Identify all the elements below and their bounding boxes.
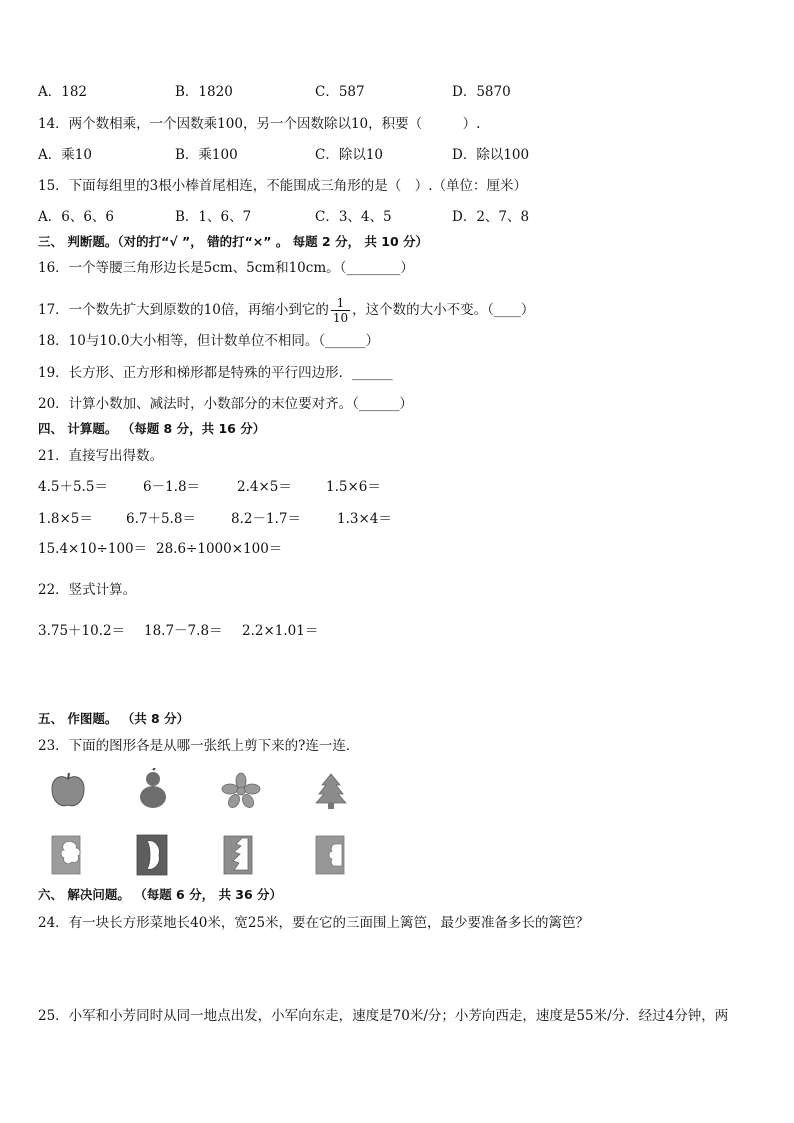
- q15-option-d: D．2、7、8: [452, 209, 530, 225]
- q13-option-c: C．587: [315, 84, 365, 100]
- q13-option-d: D．5870: [452, 84, 511, 100]
- q21-title: 21．直接写出得数。: [38, 448, 164, 464]
- paper-sheet-c-icon: [222, 834, 256, 876]
- q21-item: 28.6÷1000×100＝: [156, 541, 283, 557]
- q14-text: 14．两个数相乘，一个因数乘100，另一个因数除以10，积要（ ）.: [38, 116, 481, 132]
- q24-text: 24．有一块长方形菜地长40米，宽25米，要在它的三面围上篱笆，最少要准备多长的篱笆？: [38, 915, 590, 931]
- q15-text: 15．下面每组里的3根小棒首尾相连，不能围成三角形的是（ ）.（单位：厘米）: [38, 178, 528, 194]
- section4-heading: 四、 计算题。 （每题 8 分，共 16 分）: [38, 421, 266, 436]
- q19-text: 19．长方形、正方形和梯形都是特殊的平行四边形．______: [38, 365, 393, 381]
- q22-item: 3.75＋10.2＝: [38, 623, 126, 639]
- q21-item: 8.2－1.7＝: [231, 511, 301, 527]
- q17-after: ，这个数的大小不变。（____）: [352, 302, 535, 318]
- section3-heading: 三、 判断题。（对的打“√ ”， 错的打“×” 。 每题 2 分， 共 10 分）: [38, 234, 429, 249]
- q15-option-c: C．3、4、5: [315, 209, 392, 225]
- q21-item: 6.7＋5.8＝: [126, 511, 196, 527]
- q21-item: 1.5×6＝: [326, 479, 381, 495]
- flower-cutout-icon: [221, 772, 261, 810]
- q22-item: 18.7－7.8＝: [144, 623, 223, 639]
- q21-item: 6－1.8＝: [143, 479, 201, 495]
- paper-sheet-d-icon: [314, 834, 348, 876]
- q17-fraction-denominator: 10: [332, 311, 349, 325]
- q22-item: 2.2×1.01＝: [242, 623, 319, 639]
- q14-option-d: D．除以100: [452, 147, 530, 163]
- q21-item: 4.5＋5.5＝: [38, 479, 108, 495]
- apple-cutout-icon: [48, 771, 88, 811]
- q17-fraction-numerator: 1: [331, 296, 350, 311]
- q13-option-a: A．182: [38, 84, 88, 100]
- q21-item: 1.8×5＝: [38, 511, 93, 527]
- q13-option-b: B．1820: [175, 84, 233, 100]
- paper-sheet-b-icon: [135, 833, 169, 877]
- q17-before: 17．一个数先扩大到原数的10倍，再缩小到它的: [38, 302, 329, 318]
- paper-sheet-a-icon: [50, 834, 84, 876]
- q14-option-a: A．乘10: [38, 147, 92, 163]
- q14-option-c: C．除以10: [315, 147, 384, 163]
- section5-heading: 五、 作图题。 （共 8 分）: [38, 711, 190, 726]
- q14-option-b: B．乘100: [175, 147, 238, 163]
- q16-text: 16．一个等腰三角形边长是5cm、5cm和10cm。（________）: [38, 260, 414, 276]
- q21-item: 15.4×10÷100＝: [38, 541, 148, 557]
- q23-text: 23．下面的图形各是从哪一张纸上剪下来的?连一连．: [38, 738, 360, 754]
- q15-option-b: B．1、6、7: [175, 209, 252, 225]
- q17-text: [38, 296, 534, 325]
- q17-fraction: [331, 296, 350, 325]
- q21-item: 2.4×5＝: [237, 479, 292, 495]
- gourd-cutout-icon: [134, 768, 172, 810]
- q15-option-a: A．6、6、6: [38, 209, 115, 225]
- q21-item: 1.3×4＝: [337, 511, 392, 527]
- q20-text: 20．计算小数加、减法时，小数部分的末位要对齐。（______）: [38, 396, 413, 412]
- tree-cutout-icon: [314, 772, 348, 810]
- section6-heading: 六、 解决问题。 （每题 6 分， 共 36 分）: [38, 887, 283, 902]
- q18-text: 18．10与10.0大小相等，但计数单位不相同。（______）: [38, 333, 380, 349]
- q22-title: 22．竖式计算。: [38, 582, 137, 598]
- q25-text: 25．小军和小芳同时从同一地点出发，小军向东走，速度是70米/分；小芳向西走，速度是55米/分．经过4分钟，两: [38, 1008, 729, 1024]
